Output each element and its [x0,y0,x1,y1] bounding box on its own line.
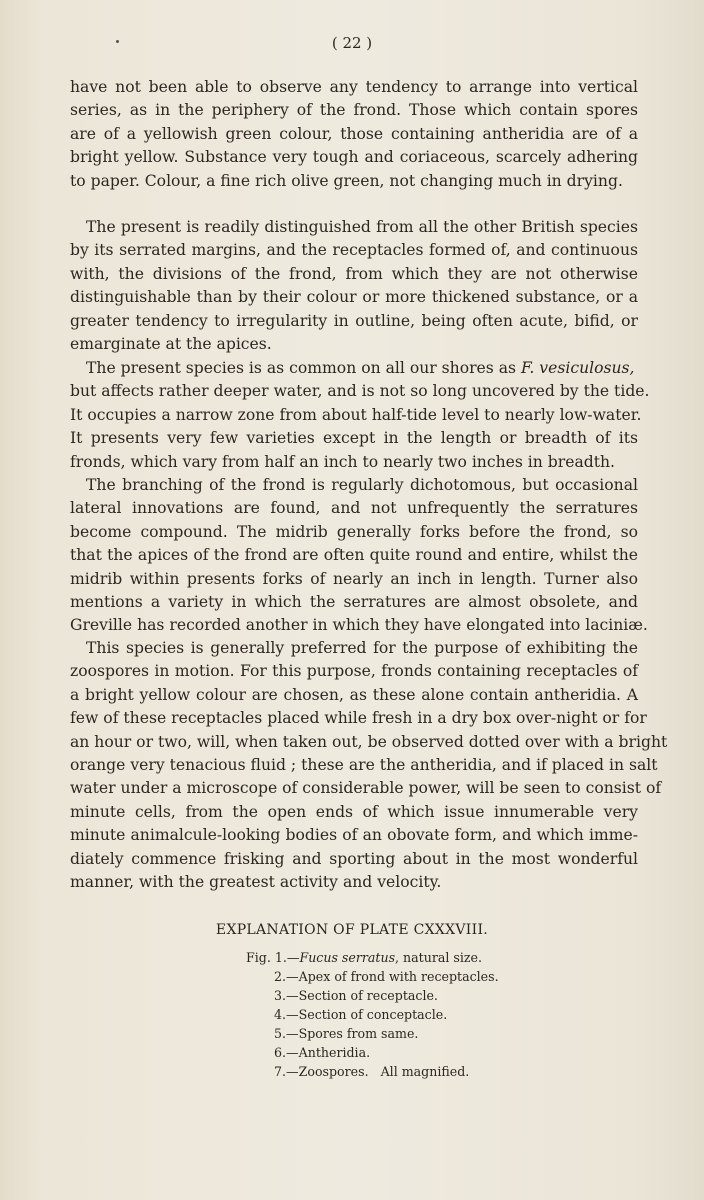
figure-item: 7.—Zoospores. All magnified. [274,1064,470,1079]
species-name: F. vesiculosus, [521,359,635,377]
figure-item: 2.—Apex of frond with receptacles. [274,969,499,984]
figure-list [246,948,499,1081]
fig-prefix: Fig. 1.— [246,950,300,965]
text-line: Greville has recorded another in which they have elongated into laciniæ. [70,616,648,635]
paragraph-3 [70,357,650,474]
figure-item: 4.—Section of conceptacle. [274,1007,448,1022]
figure-item: 5.—Spores from same. [274,1026,419,1041]
text-line: minute cells, from the open ends of which issue innumerable very [70,802,638,821]
text-line: minute animalcule-looking bodies of an obovate form, and which imme- [70,826,638,845]
text-line: but affects rather deeper water, and is not so long uncovered by the tide. [70,382,650,401]
text-line: bright yellow. Substance very tough and coriaceous, scarcely adhering [70,148,638,167]
text-line: by its serrated margins, and the receptacles formed of, and continuous [70,241,638,260]
text-line: to paper. Colour, a fine rich olive green, not changing much in drying. [70,171,623,190]
text-line: distinguishable than by their colour or more thickened substance, or a [70,288,638,307]
text-line: with, the divisions of the frond, from which they are not otherwise [70,264,638,283]
fig-suffix: , natural size. [395,950,482,965]
figure-item [246,948,499,967]
text-segment: The present species is as common on all our shores as [86,359,517,377]
text-line: The branching of the frond is regularly dichotomous, but occasional [86,476,638,494]
paragraph-4 [70,474,648,638]
text-line: manner, with the greatest activity and velocity. [70,872,442,891]
text-line: orange very tenacious fluid ; these are the antheridia, and if placed in salt [70,755,658,774]
paragraph-1 [70,76,638,193]
text-line: mentions a variety in which the serratures are almost obsolete, and [70,592,638,611]
text-line: lateral innovations are found, and not unfrequently the serratures [70,499,638,518]
text-line: zoospores in motion. For this purpose, fronds containing receptacles of [70,662,638,681]
text-line: It occupies a narrow zone from about half-tide level to nearly low-water. [70,405,642,424]
figure-item: 3.—Section of receptacle. [274,988,438,1003]
text-line: a bright yellow colour are chosen, as these alone contain antheridia. A [70,685,638,704]
text-line: It presents very few varieties except in the length or breadth of its [70,429,638,448]
text-line: have not been able to observe any tendency to arrange into vertical [70,78,638,96]
plate-explanation-heading: EXPLANATION OF PLATE CXXXVIII. [215,922,489,938]
text-line: This species is generally preferred for the purpose of exhibiting the [86,639,638,657]
text-line: water under a microscope of considerable power, will be seen to consist of [70,779,662,798]
text-line: few of these receptacles placed while fresh in a dry box over-night or for [70,709,647,728]
paragraph-2 [70,216,638,356]
text-line: series, as in the periphery of the frond. Those which contain spores [70,101,638,120]
text-line: The present is readily distinguished from all the other British species [86,218,638,236]
text-line: diately commence frisking and sporting about in the most wonderful [70,849,638,868]
paragraph-5 [70,637,668,894]
text-line: that the apices of the frond are often quite round and entire, whilst the [70,546,638,565]
text-line: emarginate at the apices. [70,334,272,353]
text-line: an hour or two, will, when taken out, be observed dotted over with a bright [70,732,668,751]
species-name: Fucus serratus [299,950,396,965]
text-line [70,357,638,380]
text-line: midrib within presents forks of nearly an inch in length. Turner also [70,569,638,588]
text-line: are of a yellowish green colour, those containing antheridia are of a [70,124,638,143]
figure-item: 6.—Antheridia. [274,1045,371,1060]
page-number: ( 22 ) [331,34,373,52]
text-line: greater tendency to irregularity in outline, being often acute, bifid, or [70,311,638,330]
text-line: fronds, which vary from half an inch to nearly two inches in breadth. [70,452,616,471]
text-line: become compound. The midrib generally forks before the frond, so [70,522,638,541]
